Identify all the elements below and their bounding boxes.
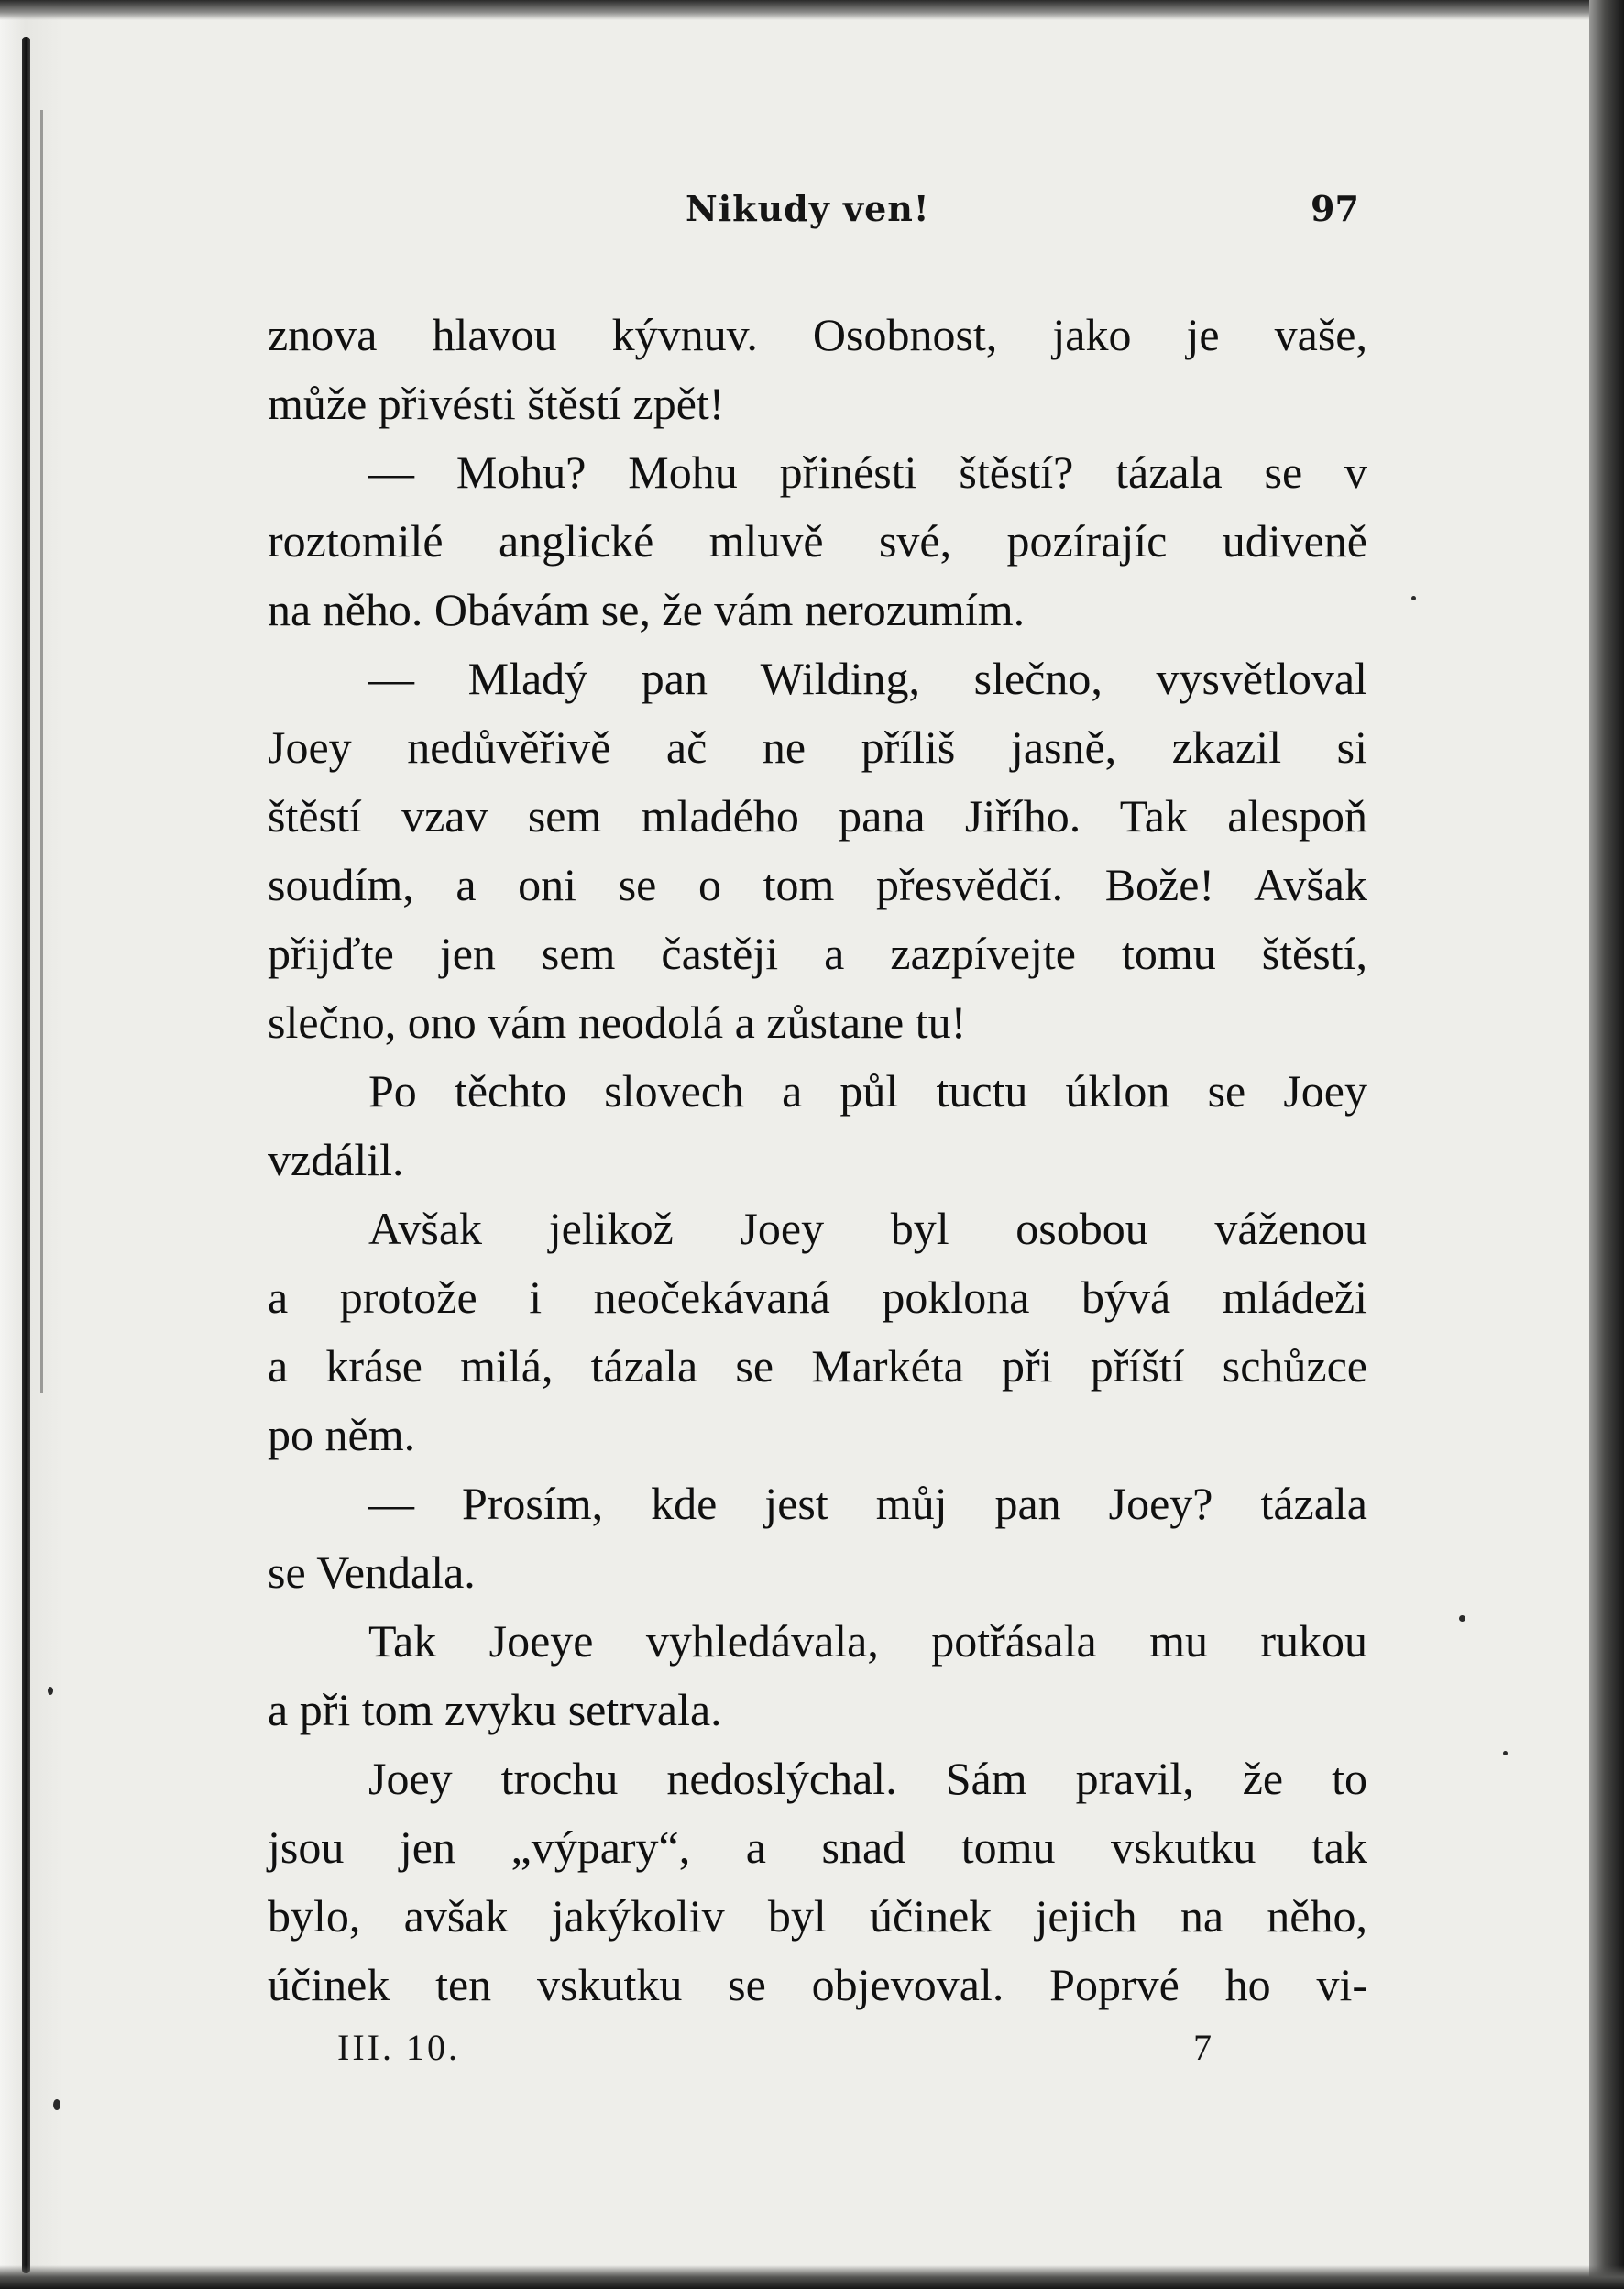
text-line: roztomilé anglické mluvě své, pozírajíc udiveně [268, 515, 1367, 567]
scan-edge-bottom [0, 2265, 1624, 2289]
text-line: může přivésti štěstí zpět! [268, 378, 725, 429]
text-line: Joey trochu nedoslýchal. Sám pravil, že to [368, 1753, 1367, 1804]
page-number: 97 [1311, 188, 1359, 229]
text-line: se Vendala. [268, 1546, 476, 1598]
text-line: a kráse milá, tázala se Markéta při příští schůzce [268, 1340, 1367, 1392]
body-text [268, 301, 1367, 2019]
running-title: Nikudy ven! [686, 188, 930, 229]
text-line: — Prosím, kde jest můj pan Joey? tázala [368, 1478, 1367, 1529]
text-line: účinek ten vskutku se objevoval. Poprvé ho vi- [268, 1959, 1367, 2010]
binding-shadow [40, 110, 43, 1393]
text-line: znova hlavou kývnuv. Osobnost, jako je vaše, [268, 309, 1367, 360]
text-line: vzdálil. [268, 1134, 404, 1185]
paper-speck [48, 1687, 53, 1695]
text-line: Avšak jelikož Joey byl osobou váženou [368, 1203, 1367, 1254]
text-line: jsou jen „výpary“, a snad tomu vskutku tak [268, 1821, 1367, 1873]
scan-edge-right [1589, 0, 1624, 2289]
text-line: soudím, a oni se o tom přesvědčí. Bože! Avšak [268, 859, 1367, 910]
paper-speck [1503, 1751, 1508, 1755]
text-line: po něm. [268, 1409, 416, 1460]
paper-speck [1411, 596, 1416, 600]
text-line: a při tom zvyku setrvala. [268, 1684, 722, 1735]
text-line: Joey nedůvěřivě ač ne příliš jasně, zkazil si [268, 721, 1367, 773]
text-line: bylo, avšak jakýkoliv byl účinek jejich na něho, [268, 1890, 1367, 1942]
gathering-number: 7 [1193, 2027, 1212, 2068]
paper-speck [1459, 1615, 1465, 1622]
signature-mark: III. 10. [337, 2027, 460, 2068]
page-header [0, 188, 1624, 243]
text-line: na něho. Obávám se, že vám nerozumím. [268, 584, 1026, 635]
book-gutter [0, 0, 64, 2289]
binding-edge [22, 37, 30, 2273]
text-line: — Mohu? Mohu přinésti štěstí? tázala se v [368, 446, 1367, 498]
page-footer [0, 2026, 1624, 2081]
text-line: štěstí vzav sem mladého pana Jiřího. Tak alespoň [268, 790, 1367, 842]
text-line: a protože i neočekávaná poklona bývá mládeži [268, 1271, 1367, 1323]
paper-speck [53, 2099, 60, 2110]
text-line: Tak Joeye vyhledávala, potřásala mu rukou [368, 1615, 1367, 1667]
scan-edge-top [0, 0, 1624, 20]
text-line: přijďte jen sem častěji a zazpívejte tomu štěstí, [268, 928, 1367, 979]
text-line: Po těchto slovech a půl tuctu úklon se Joey [368, 1065, 1367, 1117]
text-line: — Mladý pan Wilding, slečno, vysvětloval [368, 653, 1367, 704]
text-line: slečno, ono vám neodolá a zůstane tu! [268, 996, 967, 1048]
